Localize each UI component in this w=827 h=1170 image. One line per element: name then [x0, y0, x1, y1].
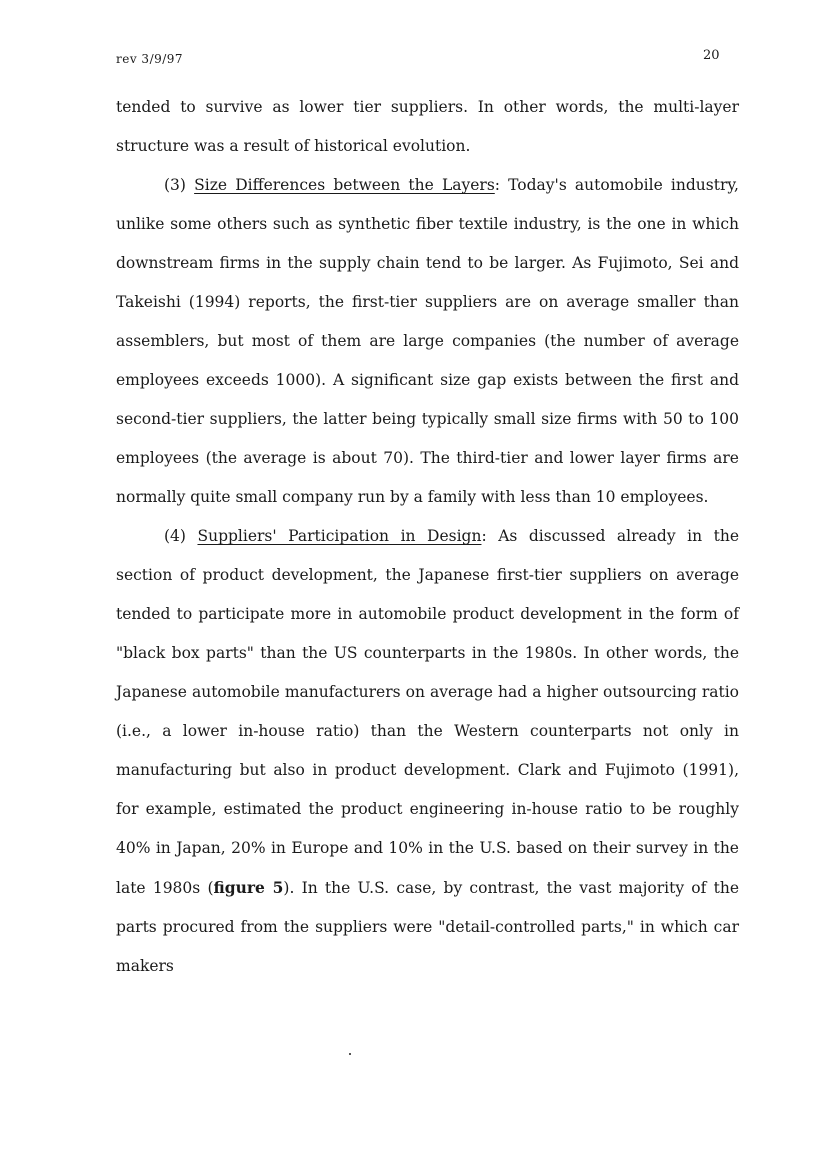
- section-heading-size-differences: Size Differences between the Layers: [194, 176, 495, 194]
- paragraph-suppliers-participation: [116, 517, 739, 986]
- item-number: (4): [164, 527, 198, 545]
- page-number: 20: [703, 48, 720, 63]
- scan-speck: [349, 1053, 351, 1055]
- paragraph-continuation: tended to survive as lower tier suppliers. In other words, the multi-layer structure was a result of historical evolution.: [116, 98, 739, 155]
- section-heading-suppliers-participation: Suppliers' Participation in Design: [197, 527, 482, 545]
- paragraph-text-continued: ). In the U.S. case, by contrast, the vast majority of the parts procured from the suppliers were "detail-controlled parts," in which car makers: [116, 879, 739, 975]
- revision-date: rev 3/9/97: [116, 52, 184, 66]
- paragraph-text: : As discussed already in the section of product development, the Japanese first-tier suppliers on average tended to participate more in automobile product development in the form of "black box parts" than the US counterparts in the 1980s. In other words, the Japanese automobile manufacturers on average had a higher outsourcing ratio (i.e., a lower in-house ratio) than the Western counterparts not only in manufacturing but also in product development. Clark and Fujimoto (1991), for example, estimated the product engineering in-house ratio to be roughly 40% in Japan, 20% in Europe and 10% in the U.S. based on their survey in the late 1980s (: [116, 527, 739, 897]
- paragraph-size-differences: [116, 166, 739, 517]
- paragraph-text: : Today's automobile industry, unlike some others such as synthetic fiber textile industry, is the one in which downstream firms in the supply chain tend to be larger. As Fujimoto, Sei and Takeishi (1994) reports, the first-tier suppliers are on average smaller than assemblers, but most of them are large companies (the number of average employees exceeds 1000). A significant size gap exists between the first and second-tier suppliers, the latter being typically small size firms with 50 to 100 employees (the average is about 70). The third-tier and lower layer firms are normally quite small company run by a family with less than 10 employees.: [116, 176, 739, 506]
- item-number: (3): [164, 176, 195, 194]
- figure-reference: figure 5: [213, 878, 284, 897]
- page-body: [116, 88, 739, 986]
